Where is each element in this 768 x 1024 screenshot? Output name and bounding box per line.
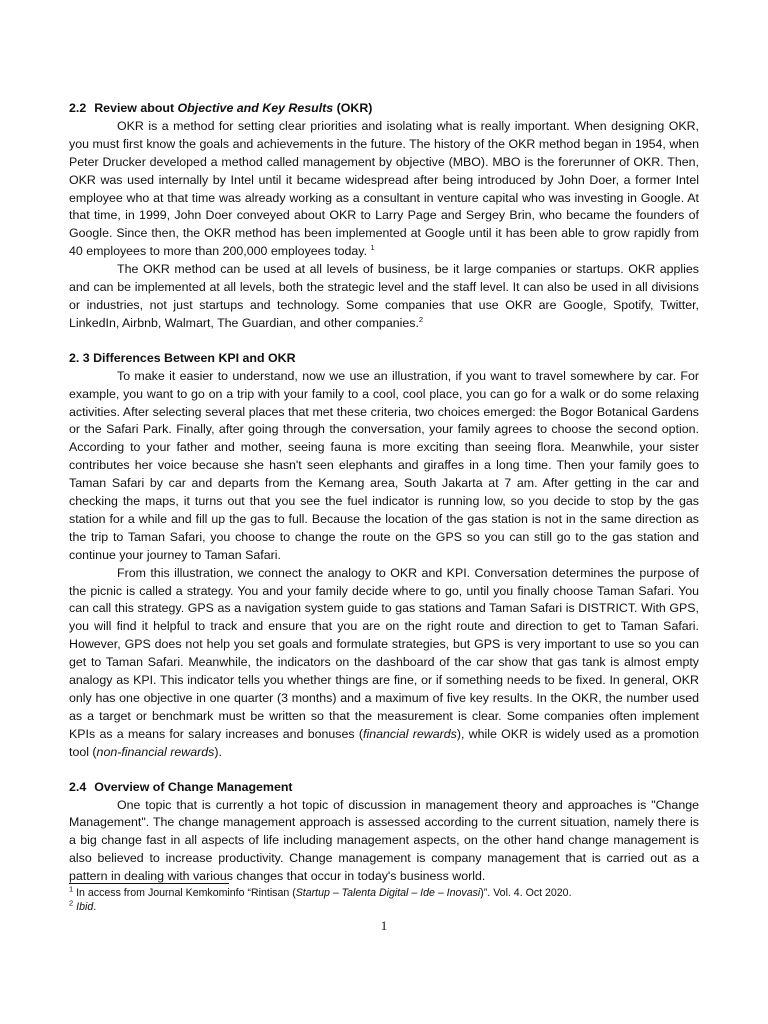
section-heading-2-4: 2.4 Overview of Change Management	[69, 779, 293, 794]
document-body	[69, 100, 699, 886]
change-management-paragraph: One topic that is currently a hot topic of discussion in management theory and approaches is "Change Management". The change management approach is assessed according to the current situation, namely there is a big change fast in all aspects of life including management aspects, on the other hand change management is also believed to increase productivity. Change management is company management that is carried out as a pattern in dealing with various changes that occur in today's business world.	[69, 797, 699, 884]
section-heading-2-3: 2. 3 Differences Between KPI and OKR	[69, 350, 296, 365]
okr-usage-paragraph: The OKR method can be used at all levels of business, be it large companies or startups. OKR applies and can be implemented at all levels, both the strategic level and the staff level. It can also be used in all divisions or industries, not just startups and technology. Some companies that use OKR are Google, Spotify, Twitter, LinkedIn, Airbnb, Walmart, The Guardian, and other companies.$^2$	[69, 262, 699, 330]
page-number: 1	[380, 918, 388, 933]
footnote-1: $^1$ In access from Journal Kemkominfo “Rintisan (Startup – Talenta Digital – Ide – Inovasi)”. Vol. 4. Oct 2020.	[69, 884, 572, 899]
analogy-paragraph: From this illustration, we connect the analogy to OKR and KPI. Conversation determines the purpose of the picnic is called a strategy. You and your family decide where to go, until you finally choose Taman Safari. You can call this strategy. GPS as a navigation system guide to gas stations and Taman Safari is DISTRICT. With GPS, you will find it helpful to track and ensure that you are on the right route and direction to get to Taman Safari. However, GPS does not help you set goals and formulate strategies, but GPS is very important to use so you can get to Taman Safari. Meanwhile, the indicators on the dashboard of the car show that gas tank is almost empty analogy as KPI. This indicator tells you whether things are fine, or if something needs to be fixed. In general, OKR only has one objective in one quarter (3 months) and a maximum of five key results. In the OKR, the number used as a target or benchmark must be written so that the measurement is clear. Some companies often implement KPIs as a means for salary increases and bonuses (financial rewards), while OKR is widely used as a promotion tool (non-financial rewards).	[69, 565, 699, 759]
okr-history-paragraph: OKR is a method for setting clear priorities and isolating what is really important. When designing OKR, you must first know the goals and achievements in the future. The history of the OKR method began in 1954, when Peter Drucker developed a method called management by objective (MBO). MBO is the forerunner of OKR. Then, OKR was used internally by Intel until it became widespread after being introduced by John Doer, a former Intel employee who at that time was already working as a consultant in venture capital who was investing in Google. At that time, in 1999, John Doer conveyed about OKR to Larry Page and Sergey Brin, who became the founders of Google. Since then, the OKR method has been implemented at Google until it has been able to grow rapidly from 40 employees to more than 200,000 employees today. $^1$	[69, 118, 699, 259]
section-heading-2-2: 2.2 Review about Objective and Key Results (OKR)	[69, 101, 373, 115]
footnotes	[69, 884, 699, 914]
footnote-ref: 1	[370, 243, 375, 253]
section-number: 2.4	[69, 779, 87, 794]
footnote-ref: 2	[418, 314, 424, 324]
footnote-divider	[69, 883, 229, 884]
footnote-2: $^2$ Ibid.	[69, 897, 97, 913]
illustration-paragraph: To make it easier to understand, now we use an illustration, if you want to travel somewhere by car. For example, you want to go on a trip with your family to a cool, cool place, you can go for a walk or do some relaxing activities. After selecting several places that met these criteria, two choices emerged: the Bogor Botanical Gardens or the Safari Park. Finally, after going through the conversation, your family agrees to choose the second option. According to your father and mother, seeing fauna is more exciting than seeing flora. Meanwhile, your sister contributes her voice because she hasn't seen elephants and giraffes in a long time. Then your family goes to Taman Safari by car and departs from the Kemang area, South Jakarta at 7 am. After getting in the car and checking the maps, it turns out that you see the fuel indicator is running low, so you decide to stop by the gas station for a while and fill up the gas to full. Because the location of the gas station is not in the same direction as the trip to Taman Safari, you choose to change the route on the GPS so you can still go to the gas station and continue your journey to Taman Safari.	[69, 368, 699, 562]
section-number: 2.2	[69, 101, 87, 115]
